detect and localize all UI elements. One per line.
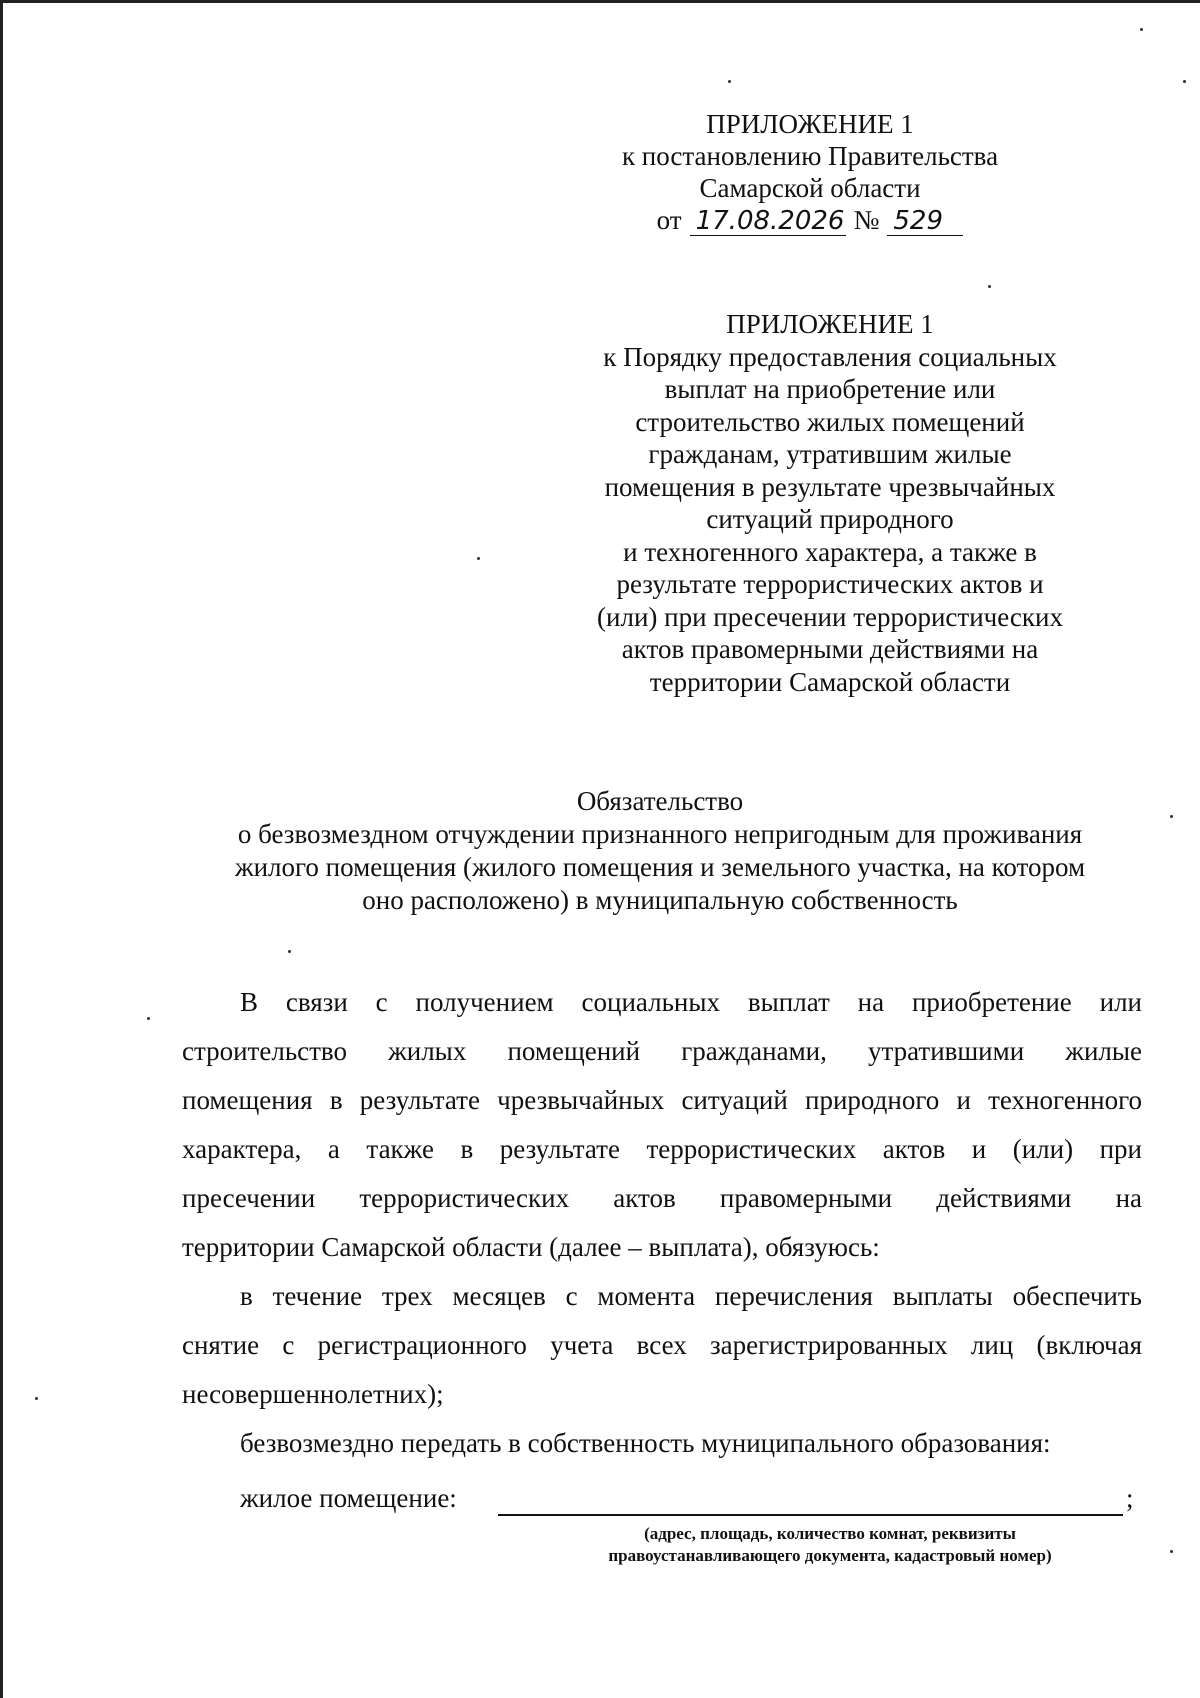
caption-line: (адрес, площадь, количество комнат, реквизиты <box>644 1524 1016 1543</box>
scan-speck <box>35 1397 38 1400</box>
dwelling-field-caption <box>560 1523 1100 1567</box>
scan-speck <box>1183 80 1186 83</box>
document-subtitle-line: жилого помещения (жилого помещения и земельного участка, на котором <box>234 852 1086 882</box>
order-appendix-line: территории Самарской области <box>649 666 1011 697</box>
paragraph-line: в течение трех месяцев с момента перечисления выплаты обеспечить <box>240 1281 1142 1311</box>
order-appendix-line: ситуаций природного <box>706 504 954 534</box>
date-prefix: от <box>656 205 682 235</box>
document-body <box>182 980 1142 1470</box>
scan-speck <box>1170 815 1173 818</box>
scan-speck <box>288 950 291 953</box>
paragraph-line: снятие с регистрационного учета всех зарегистрированных лиц (включая <box>182 1330 1142 1360</box>
order-appendix-line: (или) при пресечении террористических <box>597 601 1063 632</box>
appendix-date-line <box>560 204 1060 236</box>
caption-line: правоустанавливающего документа, кадастровый номер) <box>608 1546 1052 1565</box>
document-heading: Обязательство <box>576 786 744 816</box>
appendix-line: Самарской области <box>699 173 921 203</box>
order-appendix-line: строительство жилых помещений <box>635 406 1025 437</box>
paragraph-line: В связи с получением социальных выплат на приобретение или <box>240 987 1142 1017</box>
paragraph-line: помещения в результате чрезвычайных ситуаций природного и техногенного <box>182 1085 1142 1115</box>
scan-speck <box>1170 1550 1173 1553</box>
order-appendix-header <box>570 308 1090 698</box>
scan-speck <box>1140 28 1143 31</box>
order-appendix-line: выплат на приобретение или <box>664 374 996 404</box>
appendix-title: ПРИЛОЖЕНИЕ 1 <box>706 109 914 139</box>
order-appendix-line: помещения в результате чрезвычайных <box>604 471 1056 502</box>
scan-speck <box>728 80 731 83</box>
document-subtitle-line: оно расположено) в муниципальную собственность <box>362 885 958 915</box>
paragraph-line: безвозмездно передать в собственность муниципального образования: <box>240 1428 1051 1458</box>
dwelling-field-label: жилое помещение: <box>240 1483 457 1513</box>
document-subtitle-line: о безвозмездном отчуждении признанного непригодным для проживания <box>237 819 1083 849</box>
order-appendix-line: результате террористических актов и <box>616 569 1044 599</box>
paragraph-line: пресечении террористических актов правомерными действиями на <box>182 1183 1142 1213</box>
dwelling-field <box>240 1480 1140 1520</box>
handwritten-number: 529 <box>887 207 963 236</box>
paragraph-line: характера, а также в результате террористических актов и (или) при <box>182 1134 1142 1164</box>
order-appendix-line: и техногенного характера, а также в <box>623 536 1037 567</box>
scan-speck <box>147 1017 150 1020</box>
appendix-header <box>560 108 1060 236</box>
dwelling-field-terminator: ; <box>1126 1483 1134 1513</box>
scan-speck <box>477 557 480 560</box>
order-appendix-line: актов правомерными действиями на <box>621 634 1039 664</box>
scan-speck <box>988 285 991 288</box>
scan-edge-top <box>0 0 1200 3</box>
dwelling-field-blank[interactable] <box>498 1514 1123 1516</box>
paragraph-line: территории Самарской области (далее – выплата), обязуюсь: <box>182 1232 880 1262</box>
paragraph-line: несовершеннолетних); <box>182 1379 444 1409</box>
order-appendix-line: к Порядку предоставления социальных <box>603 341 1057 372</box>
order-appendix-line: гражданам, утратившим жилые <box>648 439 1012 469</box>
order-appendix-title: ПРИЛОЖЕНИЕ 1 <box>726 309 934 339</box>
scan-edge-left <box>0 0 3 1698</box>
document-title <box>170 785 1150 917</box>
handwritten-date: 17.08.2026 <box>690 207 846 236</box>
appendix-line: к постановлению Правительства <box>621 141 999 171</box>
paragraph-line: строительство жилых помещений гражданами, утратившими жилые <box>182 1036 1142 1066</box>
number-prefix: № <box>853 205 880 235</box>
